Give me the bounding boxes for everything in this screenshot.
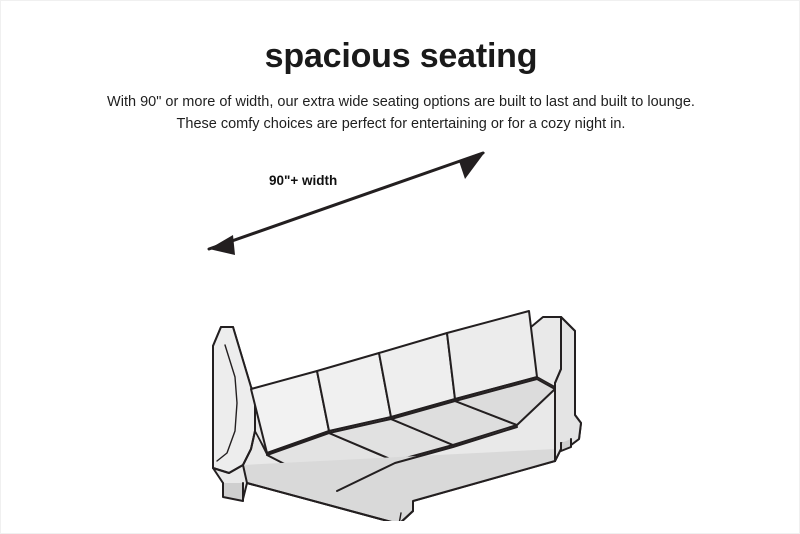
sofa-left-arm xyxy=(213,327,255,473)
width-dimension-arrow xyxy=(209,152,485,255)
subcopy-block xyxy=(1,91,800,135)
subcopy-line-2: These comfy choices are perfect for entertaining or for a cozy night in. xyxy=(176,116,626,132)
subcopy-line-1: With 90" or more of width, our extra wide seating options are built to last and built to lounge. xyxy=(107,94,695,110)
width-dimension-label: 90"+ width xyxy=(269,173,338,188)
sofa-illustration xyxy=(151,131,671,521)
sofa-line-drawing xyxy=(151,131,671,521)
page-title: spacious seating xyxy=(264,37,538,75)
sofa-foot-left xyxy=(223,483,243,501)
